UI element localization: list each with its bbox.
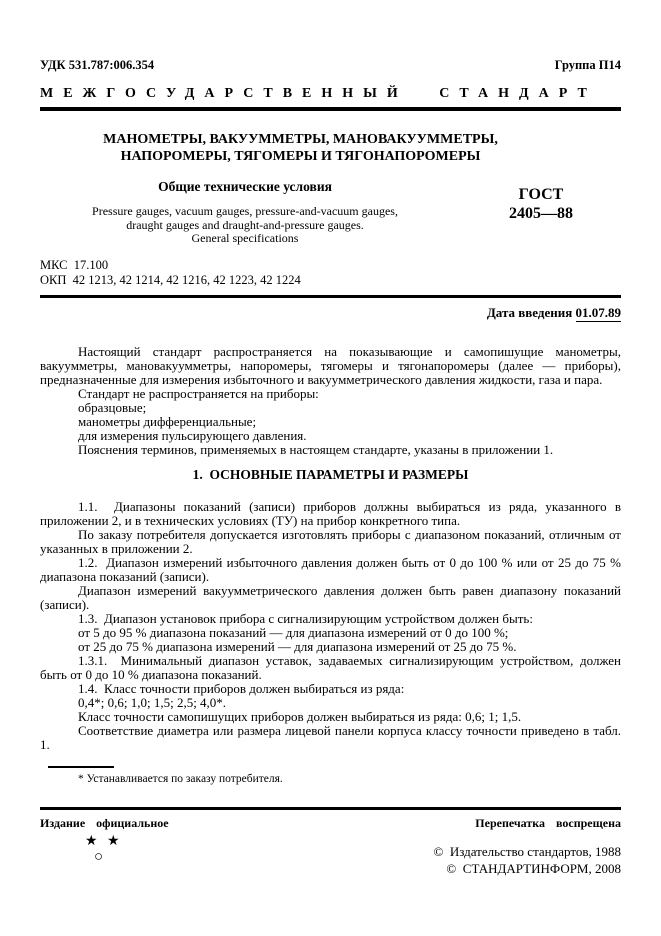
section-paragraph: Класс точности самопишущих приборов должен выбираться из ряда: 0,6; 1; 1,5. [78, 708, 522, 724]
section-paragraph: от 25 до 75 % диапазона измерений — для диапазона измерений от 25 до 75 %. [78, 638, 517, 654]
section-paragraph: По заказу потребителя допускается изготовлять приборы с диапазоном показаний, отличным от указанных в приложении 2. [40, 526, 621, 556]
section-paragraph: Соответствие диаметра или размера лицевой панели корпуса классу точности приведено в табл. 1. [40, 722, 621, 752]
section-paragraph: 1.4. Класс точности приборов должен выбираться из ряда: [78, 680, 405, 696]
intro-paragraph: образцовые; [78, 399, 147, 415]
udk-code: УДК 531.787:006.354 [40, 58, 155, 72]
section-paragraph: от 5 до 95 % диапазона показаний — для диапазона измерений от 0 до 100 %; [78, 624, 509, 640]
document-title-line2: НАПОРОМЕРЫ, ТЯГОМЕРЫ И ТЯГОНАПОРОМЕРЫ [120, 149, 481, 164]
copyright-block [433, 833, 621, 877]
introduction-date [40, 305, 621, 321]
footer-body [40, 833, 621, 877]
okp-code: ОКП 42 1213, 42 1214, 42 1216, 42 1223, 42 1224 [40, 272, 301, 287]
intro-paragraph: манометры дифференциальные; [78, 413, 257, 429]
section-1-heading: 1. ОСНОВНЫЕ ПАРАМЕТРЫ И РАЗМЕРЫ [192, 466, 469, 482]
intro-paragraph: для измерения пульсирующего давления. [78, 427, 307, 443]
footnote-text: * Устанавливается по заказу потребителя. [78, 772, 283, 785]
introduction-date-value: 01.07.89 [575, 304, 621, 320]
section-paragraph: 1.1. Диапазоны показаний (записи) приборов должны выбираться из ряда, указанного в приложении 2, и в технических условиях (ТУ) на прибор конкретного типа. [40, 498, 621, 528]
document-subtitle: Общие технические условия [158, 179, 332, 194]
introduction-date-label: Дата введения [486, 304, 573, 320]
gost-number: 2405—88 [509, 205, 573, 222]
copyright-line-2008: © СТАНДАРТИНФОРМ, 2008 [446, 860, 621, 876]
intro-paragraph: Настоящий стандарт распространяется на показывающие и самопишущие манометры, вакуумметры, мановакуумметры, напоромеры, тягомеры и тягонапоромеры (далее — приборы), предназначенные для измерения избыточного и вакуумметрического давления жидкости, газа и пара. [40, 343, 621, 387]
circle-mark: ○ [94, 848, 104, 865]
edition-marks [40, 833, 240, 877]
classification-row [40, 0, 621, 73]
gost-designation [461, 165, 621, 246]
section-paragraph: 1.3. Диапазон установок прибора с сигнализирующим устройством должен быть: [78, 610, 533, 626]
intro-paragraph: Пояснения терминов, применяемых в настоящем стандарте, указаны в приложении 1. [78, 441, 554, 457]
intro-paragraph: Стандарт не распространяется на приборы: [78, 385, 319, 401]
header-rule [40, 107, 621, 111]
english-title-line1: Pressure gauges, vacuum gauges, pressure-and-vacuum gauges, [92, 204, 398, 218]
english-title-line2: draught gauges and draught-and-pressure gauges. [126, 217, 364, 232]
reprint-prohibited-label: Перепечатка воспрещена [475, 815, 621, 830]
footer-labels [40, 816, 621, 831]
intro-section [40, 345, 621, 457]
title-row [40, 165, 621, 246]
official-edition-label: Издание официальное [40, 815, 169, 830]
codes-block [40, 258, 621, 298]
footnote-rule [48, 766, 114, 768]
stars-mark: ★ ★ [85, 833, 123, 849]
section-paragraph: 1.3.1. Минимальный диапазон уставок, задаваемых сигнализирующим устройством, должен быть от 0 до 10 % диапазона показаний. [40, 652, 621, 682]
section-1-body [40, 500, 621, 752]
group-code: Группа П14 [554, 58, 621, 72]
footer-rule [40, 807, 621, 810]
codes-rule [40, 295, 621, 298]
standard-kind-heading: МЕЖГОСУДАРСТВЕННЫЙ СТАНДАРТ [40, 86, 597, 101]
mks-code: МКС 17.100 [40, 257, 109, 272]
document-title [40, 131, 621, 165]
section-paragraph: Диапазон измерений вакуумметрического давления должен быть равен диапазону показаний (записи). [40, 582, 621, 612]
english-title-line3: General specifications [191, 231, 299, 245]
gost-label: ГОСТ [518, 186, 564, 203]
document-title-line1: МАНОМЕТРЫ, ВАКУУММЕТРЫ, МАНОВАКУУММЕТРЫ, [103, 132, 498, 147]
section-paragraph: 1.2. Диапазон измерений избыточного давления должен быть от 0 до 100 % или от 25 до 75 % диапазона показаний (записи). [40, 554, 621, 584]
section-paragraph: 0,4*; 0,6; 1,0; 1,5; 2,5; 4,0*. [78, 694, 227, 710]
english-title [70, 205, 420, 246]
copyright-line-1988: © Издательство стандартов, 1988 [433, 843, 621, 859]
